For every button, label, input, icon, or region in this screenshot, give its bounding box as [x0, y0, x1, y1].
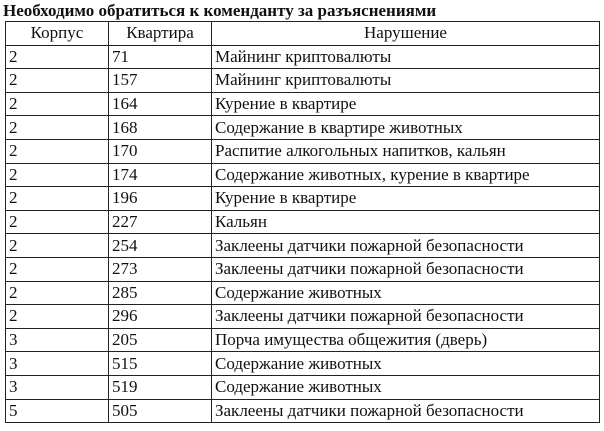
table-row [6, 139, 600, 163]
building-cell: 2 [6, 116, 109, 140]
table-row [6, 45, 600, 69]
table-row [6, 163, 600, 187]
apartment-cell: 505 [109, 399, 212, 423]
apartment-cell: 296 [109, 305, 212, 329]
building-cell: 2 [6, 305, 109, 329]
building-cell: 2 [6, 257, 109, 281]
table-row [6, 210, 600, 234]
table-row [6, 69, 600, 93]
apartment-cell: 196 [109, 187, 212, 211]
building-cell: 5 [6, 399, 109, 423]
apartment-cell: 515 [109, 352, 212, 376]
violation-cell: Курение в квартире [212, 187, 600, 211]
building-cell: 2 [6, 45, 109, 69]
apartment-cell: 164 [109, 92, 212, 116]
apartment-cell: 227 [109, 210, 212, 234]
violation-cell: Содержание животных [212, 281, 600, 305]
apartment-cell: 157 [109, 69, 212, 93]
violation-cell: Заклеены датчики пожарной безопасности [212, 257, 600, 281]
apartment-cell: 174 [109, 163, 212, 187]
table-header-row [6, 22, 600, 46]
building-cell: 2 [6, 163, 109, 187]
table-row [6, 187, 600, 211]
table-row [6, 281, 600, 305]
apartment-cell: 170 [109, 139, 212, 163]
building-cell: 2 [6, 234, 109, 258]
apartment-cell: 285 [109, 281, 212, 305]
violation-cell: Содержание животных [212, 375, 600, 399]
building-cell: 2 [6, 69, 109, 93]
violation-cell: Заклеены датчики пожарной безопасности [212, 399, 600, 423]
table-row [6, 328, 600, 352]
table-row [6, 352, 600, 376]
violation-cell: Содержание животных, курение в квартире [212, 163, 600, 187]
column-header-apartment: Квартира [109, 22, 212, 46]
table-row [6, 234, 600, 258]
violation-cell: Порча имущества общежития (дверь) [212, 328, 600, 352]
building-cell: 2 [6, 281, 109, 305]
table-row [6, 305, 600, 329]
building-cell: 3 [6, 375, 109, 399]
building-cell: 2 [6, 210, 109, 234]
apartment-cell: 205 [109, 328, 212, 352]
apartment-cell: 519 [109, 375, 212, 399]
violations-table [5, 21, 600, 423]
violation-cell: Майнинг криптовалюты [212, 69, 600, 93]
violation-cell: Содержание животных [212, 352, 600, 376]
apartment-cell: 254 [109, 234, 212, 258]
violation-cell: Майнинг криптовалюты [212, 45, 600, 69]
building-cell: 3 [6, 352, 109, 376]
table-row [6, 116, 600, 140]
table-row [6, 399, 600, 423]
column-header-building: Корпус [6, 22, 109, 46]
violation-cell: Содержание в квартире животных [212, 116, 600, 140]
building-cell: 2 [6, 139, 109, 163]
violation-cell: Курение в квартире [212, 92, 600, 116]
apartment-cell: 168 [109, 116, 212, 140]
apartment-cell: 273 [109, 257, 212, 281]
building-cell: 2 [6, 92, 109, 116]
violation-cell: Распитие алкогольных напитков, кальян [212, 139, 600, 163]
violation-cell: Заклеены датчики пожарной безопасности [212, 305, 600, 329]
building-cell: 3 [6, 328, 109, 352]
table-body [6, 45, 600, 423]
table-row [6, 257, 600, 281]
table-row [6, 92, 600, 116]
table-row [6, 375, 600, 399]
column-header-violation: Нарушение [212, 22, 600, 46]
violation-cell: Кальян [212, 210, 600, 234]
apartment-cell: 71 [109, 45, 212, 69]
building-cell: 2 [6, 187, 109, 211]
violation-cell: Заклеены датчики пожарной безопасности [212, 234, 600, 258]
document-title: Необходимо обратиться к коменданту за разъяснениями [3, 1, 437, 20]
